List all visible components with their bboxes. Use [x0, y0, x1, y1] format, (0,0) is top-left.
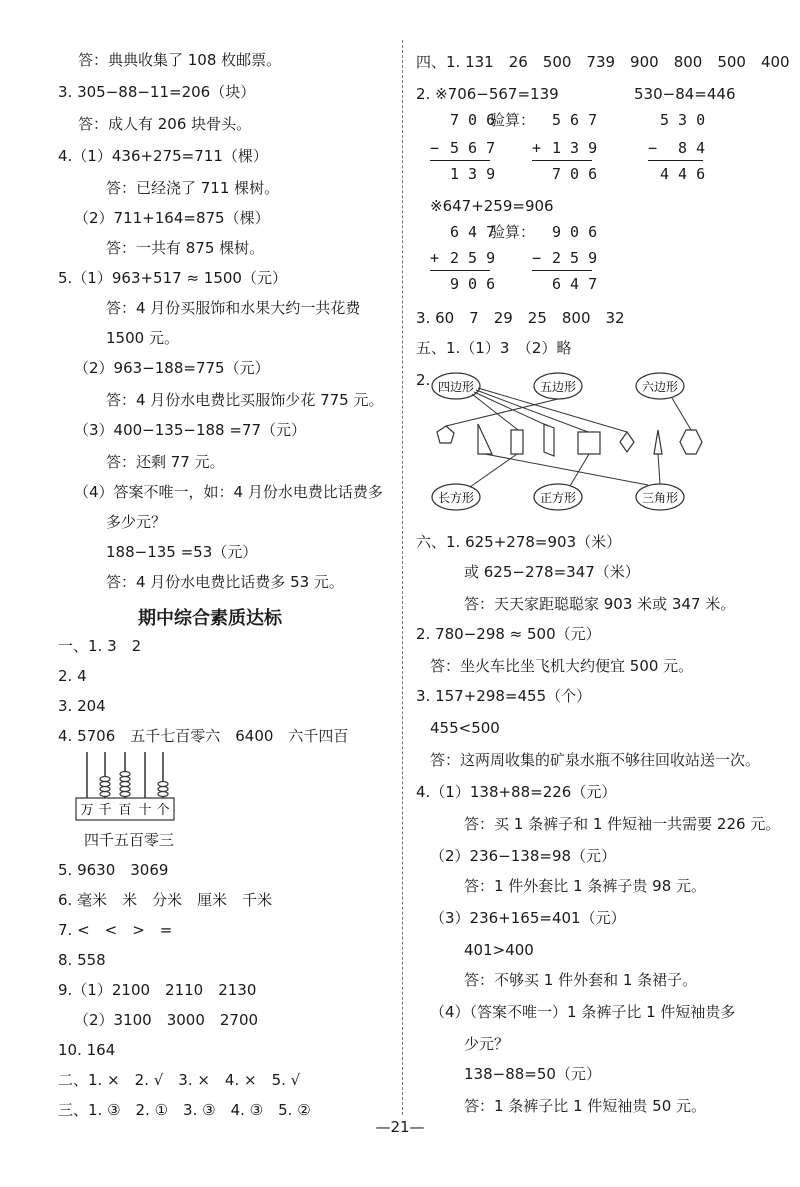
abacus-figure	[75, 750, 175, 822]
check-label: 验算：	[490, 111, 536, 129]
answer-line: 答：1 件外套比 1 条裤子贵 98 元。	[464, 877, 707, 895]
column-divider	[402, 40, 403, 1115]
question-line: 2.	[416, 371, 431, 389]
answer-line: 答：天天家距聪聪家 903 米或 347 米。	[464, 595, 736, 613]
question-line: 四、1. 131 26 500 739 900 800 500 400	[416, 53, 790, 71]
vertical-calc: 6 4 7	[552, 275, 598, 293]
question-line: （2）3100 3000 2700	[74, 1011, 259, 1029]
question-line: 二、1. × 2. √ 3. × 4. × 5. √	[58, 1071, 301, 1089]
abacus-caption: 四千五百零三	[84, 831, 175, 849]
answer-line: 答：1 条裤子比 1 件短袖贵 50 元。	[464, 1097, 707, 1115]
question-line: 2. 4	[58, 667, 87, 685]
section-title: 期中综合素质达标	[138, 608, 282, 629]
vertical-calc: 7 0 6	[450, 111, 496, 129]
vertical-calc: −	[532, 249, 542, 267]
answer-line: 455<500	[430, 719, 500, 737]
question-line: （3）400−135−188 =77（元）	[74, 421, 306, 439]
question-line: 2. 780−298 ≈ 500（元）	[416, 625, 601, 643]
question-line: 3. 60 7 29 25 800 32	[416, 309, 625, 327]
check-label: 验算：	[490, 223, 536, 241]
svg-text:长方形: 长方形	[437, 491, 475, 505]
vertical-calc: 9 0 6	[450, 275, 496, 293]
vertical-calc: 5 6 7	[450, 139, 496, 157]
answer-line: 或 625−278=347（米）	[464, 563, 640, 581]
question-line: 6. 毫米 米 分米 厘米 千米	[58, 891, 273, 909]
svg-text:千: 千	[98, 803, 112, 818]
calc-line	[532, 270, 592, 271]
question-line: 3. 157+298=455（个）	[416, 687, 592, 705]
answer-line: 答：一共有 875 棵树。	[106, 239, 265, 257]
calc-line	[430, 270, 490, 271]
answer-line: 答：4 月份买服饰和水果大约一共花费	[106, 299, 361, 317]
vertical-calc: −	[430, 139, 440, 157]
answer-line: 答：成人有 206 块骨头。	[78, 115, 252, 133]
question-line: 5.（1）963+517 ≈ 1500（元）	[58, 269, 287, 287]
question-line: 六、1. 625+278=903（米）	[416, 533, 622, 551]
vertical-calc: 1 3 9	[552, 139, 598, 157]
svg-text:个: 个	[156, 803, 170, 818]
question-line: ※647+259=906	[430, 197, 554, 215]
vertical-calc: −	[648, 139, 658, 157]
question-line: （2）711+164=875（棵）	[74, 209, 270, 227]
svg-text:四边形: 四边形	[437, 380, 475, 394]
answer-line: 答：坐火车比坐飞机大约便宜 500 元。	[430, 657, 694, 675]
svg-text:万: 万	[80, 803, 94, 818]
question-line: 一、1. 3 2	[58, 637, 142, 655]
calc-line	[430, 160, 490, 161]
answer-line: 1500 元。	[106, 329, 179, 347]
answer-line: 多少元？	[106, 513, 167, 531]
question-line: （3）236+165=401（元）	[430, 909, 626, 927]
question-line: （2）963−188=775（元）	[74, 359, 270, 377]
vertical-calc: 6 4 7	[450, 223, 496, 241]
svg-text:百: 百	[118, 803, 132, 818]
answer-line: 答：典典收集了 108 枚邮票。	[78, 51, 282, 69]
question-line: 530−84=446	[634, 85, 736, 103]
answer-line: 答：这两周收集的矿泉水瓶不够往回收站送一次。	[430, 751, 761, 769]
calc-line	[532, 160, 592, 161]
question-line: 10. 164	[58, 1041, 116, 1059]
question-line: 5. 9630 3069	[58, 861, 169, 879]
answer-line: 答：还剩 77 元。	[106, 453, 225, 471]
question-line: 4.（1）138+88=226（元）	[416, 783, 617, 801]
answer-line: 答：买 1 条裤子和 1 件短袖一共需要 226 元。	[464, 815, 781, 833]
vertical-calc: 7 0 6	[552, 165, 598, 183]
svg-text:五边形: 五边形	[539, 380, 577, 394]
vertical-calc: 2 5 9	[450, 249, 496, 267]
shape-matching-figure	[420, 370, 720, 515]
answer-line: 少元？	[464, 1035, 510, 1053]
answer-line: 答：4 月份水电费比买服饰少花 775 元。	[106, 391, 384, 409]
question-line: （4）（答案不唯一）1 条裤子比 1 件短袖贵多	[430, 1003, 736, 1021]
question-line: 3. 305−88−11=206（块）	[58, 83, 256, 101]
answer-line: 答：已经浇了 711 棵树。	[106, 179, 280, 197]
vertical-calc: 5 6 7	[552, 111, 598, 129]
question-line: 9.（1）2100 2110 2130	[58, 981, 257, 999]
answer-line: 答：4 月份水电费比话费多 53 元。	[106, 573, 344, 591]
question-line: 三、1. ③ 2. ① 3. ③ 4. ③ 5. ②	[58, 1101, 311, 1119]
vertical-calc: 2 5 9	[552, 249, 598, 267]
vertical-calc: 1 3 9	[450, 165, 496, 183]
question-line: （4）答案不唯一，如：4 月份水电费比话费多	[74, 483, 383, 501]
svg-text:正方形: 正方形	[539, 491, 577, 505]
svg-text:十: 十	[138, 803, 152, 818]
vertical-calc: +	[430, 249, 440, 267]
vertical-calc: 8 4	[678, 139, 706, 157]
question-line: 五、1.（1）3 （2）略	[416, 339, 572, 357]
question-line: （2）236−138=98（元）	[430, 847, 617, 865]
vertical-calc: 4 4 6	[660, 165, 706, 183]
question-line: 4.（1）436+275=711（棵）	[58, 147, 268, 165]
calc-line	[648, 160, 703, 161]
question-line: 2. ※706−567=139	[416, 85, 559, 103]
question-line: 3. 204	[58, 697, 106, 715]
vertical-calc: 9 0 6	[552, 223, 598, 241]
svg-text:六边形: 六边形	[641, 380, 679, 394]
vertical-calc: +	[532, 139, 542, 157]
answer-line: 188−135 =53（元）	[106, 543, 258, 561]
question-line: 4. 5706 五千七百零六 6400 六千四百	[58, 727, 349, 745]
answer-line: 138−88=50（元）	[464, 1065, 601, 1083]
question-line: 7. < < > =	[58, 921, 173, 939]
answer-line: 401>400	[464, 941, 534, 959]
question-line: 8. 558	[58, 951, 106, 969]
answer-line: 答：不够买 1 件外套和 1 条裙子。	[464, 971, 698, 989]
svg-text:三角形: 三角形	[641, 491, 679, 505]
vertical-calc: 5 3 0	[660, 111, 706, 129]
page-number: —21—	[375, 1118, 425, 1136]
